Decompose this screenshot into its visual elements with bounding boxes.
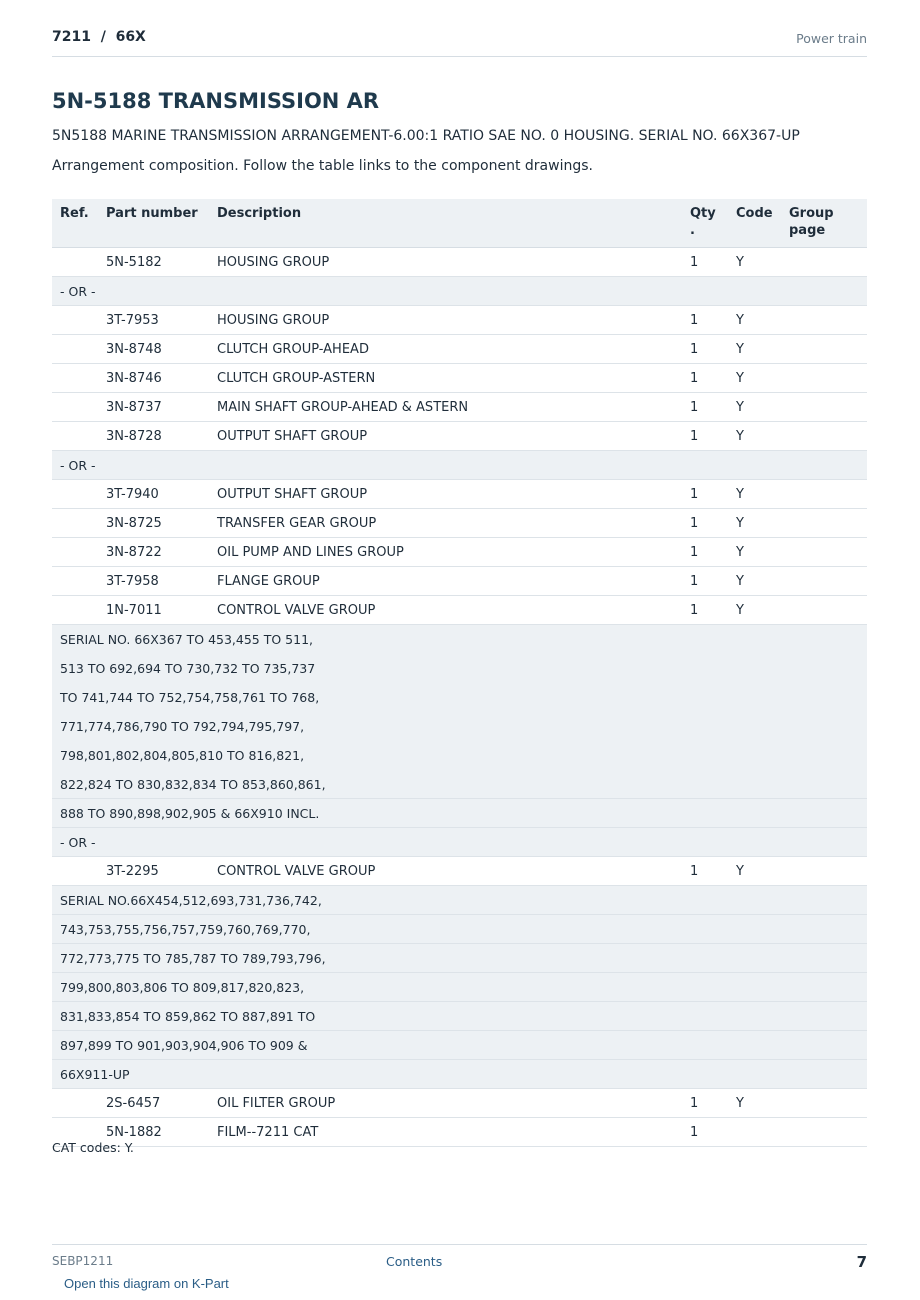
code-cell: Y <box>736 248 789 277</box>
description-cell: CLUTCH GROUP-ASTERN <box>217 364 690 393</box>
description-cell: CONTROL VALVE GROUP <box>217 596 690 625</box>
ref-cell <box>52 596 106 625</box>
serial-note-row <box>52 944 867 973</box>
ref-cell <box>52 393 106 422</box>
part-number-link[interactable]: 2S-6457 <box>106 1089 217 1118</box>
qty-cell: 1 <box>690 1118 736 1147</box>
serial-note-row <box>52 654 867 683</box>
serial-note-text: SERIAL NO.66X454,512,693,731,736,742, <box>52 886 867 915</box>
part-number-link[interactable]: 5N-5182 <box>106 248 217 277</box>
description-cell: OIL PUMP AND LINES GROUP <box>217 538 690 567</box>
serial-note-row <box>52 886 867 915</box>
qty-cell: 1 <box>690 393 736 422</box>
serial-note-row <box>52 915 867 944</box>
serial-note-row <box>52 712 867 741</box>
serial-note-text: 772,773,775 TO 785,787 TO 789,793,796, <box>52 944 867 973</box>
col-qty: Qty . <box>690 199 736 248</box>
kpart-diagram-link[interactable]: Open this diagram on K-Part <box>64 1276 229 1291</box>
ref-cell <box>52 538 106 567</box>
serial-note-text: SERIAL NO. 66X367 TO 453,455 TO 511, <box>52 625 867 654</box>
cat-codes-note: CAT codes: Y. <box>52 1140 134 1155</box>
part-number-link[interactable]: 1N-7011 <box>106 596 217 625</box>
part-number-link[interactable]: 3N-8746 <box>106 364 217 393</box>
part-number-link[interactable]: 3N-8725 <box>106 509 217 538</box>
description-cell: CLUTCH GROUP-AHEAD <box>217 335 690 364</box>
serial-note-text: 799,800,803,806 TO 809,817,820,823, <box>52 973 867 1002</box>
group-page-cell <box>789 393 867 422</box>
col-part-number: Part number <box>106 199 217 248</box>
group-page-cell <box>789 596 867 625</box>
table-row <box>52 538 867 567</box>
part-number-link[interactable]: 3T-7958 <box>106 567 217 596</box>
serial-note-row <box>52 973 867 1002</box>
table-row <box>52 857 867 886</box>
serial-note-text: 831,833,854 TO 859,862 TO 887,891 TO <box>52 1002 867 1031</box>
col-group-page: Group page <box>789 199 867 248</box>
table-row <box>52 306 867 335</box>
serial-note-text: 771,774,786,790 TO 792,794,795,797, <box>52 712 867 741</box>
code-cell: Y <box>736 538 789 567</box>
table-row <box>52 567 867 596</box>
table-header-row <box>52 199 867 248</box>
part-number-link[interactable]: 3T-7940 <box>106 480 217 509</box>
code-cell: Y <box>736 1089 789 1118</box>
code-cell: Y <box>736 567 789 596</box>
table-row <box>52 596 867 625</box>
table-row <box>52 509 867 538</box>
part-number-link[interactable]: 5N-1882 <box>106 1118 217 1147</box>
table-row <box>52 422 867 451</box>
description-cell: OUTPUT SHAFT GROUP <box>217 422 690 451</box>
code-cell: Y <box>736 480 789 509</box>
serial-note-row <box>52 625 867 654</box>
qty-cell: 1 <box>690 306 736 335</box>
serial-note-text: 822,824 TO 830,832,834 TO 853,860,861, <box>52 770 867 799</box>
group-page-cell <box>789 422 867 451</box>
table-row <box>52 1118 867 1147</box>
part-number-link[interactable]: 3N-8748 <box>106 335 217 364</box>
serial-note-text: 888 TO 890,898,902,905 & 66X910 INCL. <box>52 799 867 828</box>
code-cell: Y <box>736 306 789 335</box>
arrangement-description: 5N5188 MARINE TRANSMISSION ARRANGEMENT-6.00:1 RATIO SAE NO. 0 HOUSING. SERIAL NO. 66X367-UP <box>52 128 800 144</box>
qty-cell: 1 <box>690 567 736 596</box>
description-cell: FILM--7211 CAT <box>217 1118 690 1147</box>
model-code: 7211 / 66X <box>52 29 146 45</box>
ref-cell <box>52 509 106 538</box>
or-label: - OR - <box>52 828 867 857</box>
table-row <box>52 364 867 393</box>
description-cell: OUTPUT SHAFT GROUP <box>217 480 690 509</box>
or-label: - OR - <box>52 277 867 306</box>
serial-note-text: 513 TO 692,694 TO 730,732 TO 735,737 <box>52 654 867 683</box>
code-cell: Y <box>736 393 789 422</box>
col-description: Description <box>217 199 690 248</box>
group-page-cell <box>789 509 867 538</box>
group-page-cell <box>789 857 867 886</box>
table-row <box>52 1089 867 1118</box>
code-cell: Y <box>736 364 789 393</box>
description-cell: TRANSFER GEAR GROUP <box>217 509 690 538</box>
table-row <box>52 393 867 422</box>
ref-cell <box>52 306 106 335</box>
serial-note-row <box>52 1031 867 1060</box>
ref-cell <box>52 422 106 451</box>
qty-cell: 1 <box>690 1089 736 1118</box>
group-page-cell <box>789 335 867 364</box>
table-row <box>52 480 867 509</box>
serial-note-text: 743,753,755,756,757,759,760,769,770, <box>52 915 867 944</box>
serial-note-row <box>52 683 867 712</box>
group-page-cell <box>789 1089 867 1118</box>
qty-cell: 1 <box>690 364 736 393</box>
or-label: - OR - <box>52 451 867 480</box>
code-cell: Y <box>736 596 789 625</box>
group-page-cell <box>789 306 867 335</box>
serial-note-row <box>52 741 867 770</box>
ref-cell <box>52 248 106 277</box>
table-row <box>52 248 867 277</box>
description-cell: CONTROL VALVE GROUP <box>217 857 690 886</box>
contents-link[interactable]: Contents <box>386 1254 443 1269</box>
serial-note-row <box>52 1060 867 1089</box>
section-name: Power train <box>796 31 867 46</box>
alternative-separator-row <box>52 277 867 306</box>
description-cell: FLANGE GROUP <box>217 567 690 596</box>
serial-note-row <box>52 1002 867 1031</box>
part-number-link[interactable]: 3N-8737 <box>106 393 217 422</box>
qty-cell: 1 <box>690 335 736 364</box>
code-cell: Y <box>736 422 789 451</box>
page-footer <box>52 1244 867 1271</box>
serial-note-row <box>52 799 867 828</box>
ref-cell <box>52 567 106 596</box>
col-code: Code <box>736 199 789 248</box>
part-number-link[interactable]: 3T-7953 <box>106 306 217 335</box>
ref-cell <box>52 335 106 364</box>
serial-note-text: 897,899 TO 901,903,904,906 TO 909 & <box>52 1031 867 1060</box>
serial-note-row <box>52 770 867 799</box>
serial-note-text: 798,801,802,804,805,810 TO 816,821, <box>52 741 867 770</box>
qty-cell: 1 <box>690 596 736 625</box>
description-cell: OIL FILTER GROUP <box>217 1089 690 1118</box>
document-id: SEBP1211 <box>52 1254 114 1268</box>
group-page-cell <box>789 248 867 277</box>
code-cell: Y <box>736 857 789 886</box>
part-number-link[interactable]: 3N-8728 <box>106 422 217 451</box>
qty-cell: 1 <box>690 857 736 886</box>
qty-cell: 1 <box>690 480 736 509</box>
qty-cell: 1 <box>690 538 736 567</box>
page-number: 7 <box>856 1253 867 1271</box>
table-row <box>52 335 867 364</box>
code-cell: Y <box>736 509 789 538</box>
description-cell: HOUSING GROUP <box>217 248 690 277</box>
ref-cell <box>52 364 106 393</box>
intro-text: Arrangement composition. Follow the table links to the component drawings. <box>52 158 593 174</box>
part-number-link[interactable]: 3N-8722 <box>106 538 217 567</box>
group-page-cell <box>789 1118 867 1147</box>
qty-cell: 1 <box>690 422 736 451</box>
group-page-cell <box>789 538 867 567</box>
alternative-separator-row <box>52 451 867 480</box>
ref-cell <box>52 857 106 886</box>
group-page-cell <box>789 567 867 596</box>
group-page-cell <box>789 480 867 509</box>
part-number-link[interactable]: 3T-2295 <box>106 857 217 886</box>
group-page-cell <box>789 364 867 393</box>
code-cell: Y <box>736 335 789 364</box>
description-cell: HOUSING GROUP <box>217 306 690 335</box>
col-ref: Ref. <box>52 199 106 248</box>
description-cell: MAIN SHAFT GROUP-AHEAD & ASTERN <box>217 393 690 422</box>
ref-cell <box>52 480 106 509</box>
alternative-separator-row <box>52 828 867 857</box>
qty-cell: 1 <box>690 248 736 277</box>
ref-cell <box>52 1089 106 1118</box>
serial-note-text: TO 741,744 TO 752,754,758,761 TO 768, <box>52 683 867 712</box>
parts-table <box>52 199 867 1147</box>
page-header <box>52 28 867 57</box>
code-cell <box>736 1118 789 1147</box>
page-title: 5N-5188 TRANSMISSION AR <box>52 89 380 113</box>
qty-cell: 1 <box>690 509 736 538</box>
serial-note-text: 66X911-UP <box>52 1060 867 1089</box>
